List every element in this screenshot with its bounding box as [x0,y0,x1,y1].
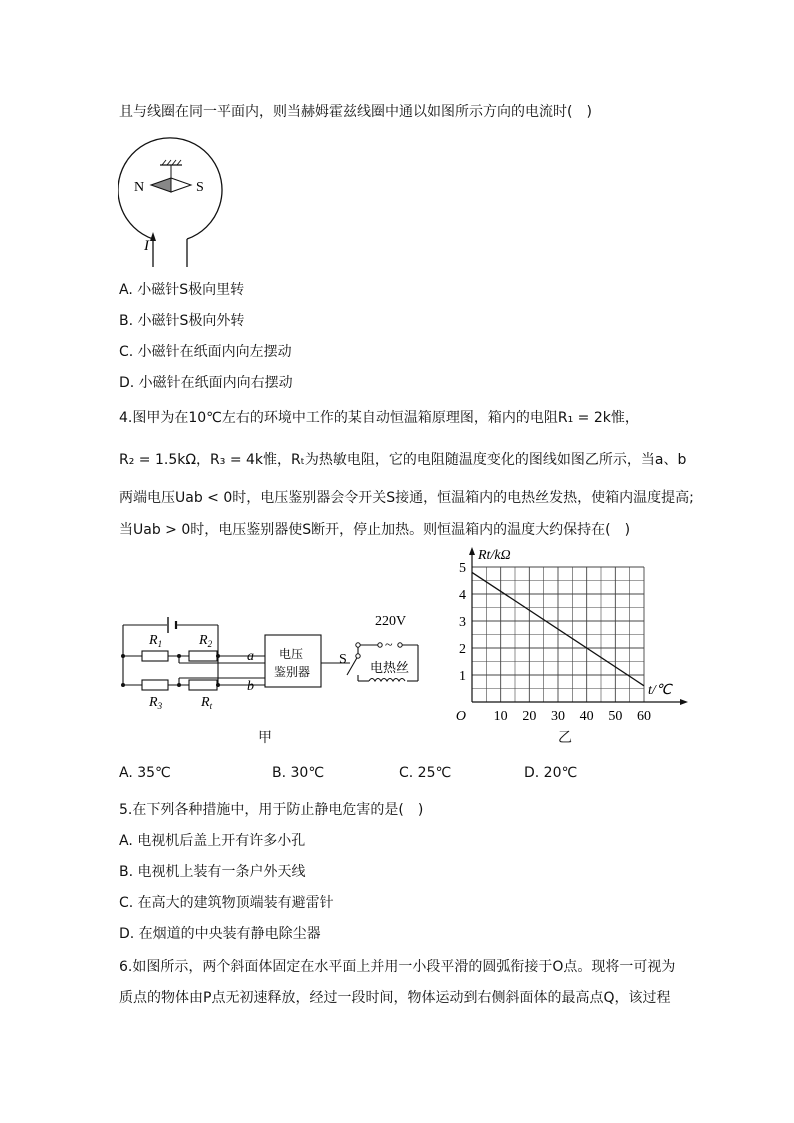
needle-south-half [171,178,191,192]
q5-option-d: D. 在烟道的中央装有静电除尘器 [119,926,321,942]
needle-north-half [151,178,171,192]
circuit-diagram [115,605,435,720]
resistor-r1 [142,651,168,661]
pole-n-label: N [134,180,145,195]
x-tick-label: 10 [493,709,508,724]
ac-symbol: ~ [385,638,393,653]
y-axis-arrow-icon [469,547,475,555]
x-tick-label: 40 [579,709,594,724]
q6-line-2: 质点的物体由P点无初速释放，经过一段时间，物体运动到右侧斜面体的最高点Q，该过程 [119,990,671,1006]
resistor-r3 [142,680,168,690]
q5-option-a: A. 电视机后盖上开有许多小孔 [119,833,306,849]
y-tick-label: 1 [459,669,466,684]
r2-label: $R_2$ [199,633,213,649]
node-b-label: b [247,679,254,694]
y-tick-label: 2 [459,642,466,657]
circuit-caption: 甲 [258,730,272,746]
q3-option-b: B. 小磁针S极向外转 [119,313,245,329]
y-axis-label: Rt/kΩ [478,548,511,563]
q4-option-c: C. 25℃ [399,765,452,781]
y-tick-label: 4 [459,588,466,603]
y-tick-label: 3 [459,615,466,630]
x-tick-label: 20 [522,709,537,724]
junction-dot [216,654,220,658]
q3-option-a: A. 小磁针S极向里转 [119,282,245,298]
r3-label: $R_3$ [149,695,163,711]
x-tick-label: 30 [551,709,565,724]
q4-option-d: D. 20℃ [524,765,578,781]
q4-line-1: 4.图甲为在10℃左右的环境中工作的某自动恒温箱原理图，箱内的电阻R₁ = 2k惟， [119,410,639,426]
q4-line-4: 当Uab > 0时，电压鉴别器使S断开，停止加热。则恒温箱内的温度大约保持在( ) [119,522,631,538]
q4-option-b: B. 30℃ [272,765,325,781]
q5-option-b: B. 电视机上装有一条户外天线 [119,864,306,880]
x-axis-arrow-icon [680,699,688,705]
x-axis-label: t/℃ [648,683,672,698]
q5-stem: 5.在下列各种措施中，用于防止静电危害的是( ) [119,802,424,818]
resistor-r2 [189,651,217,661]
junction-dot [216,683,220,687]
current-label: I [144,238,149,254]
junction-dot [121,683,125,687]
switch-terminal [356,654,360,658]
origin-label: O [455,709,466,724]
q4-line-3: 两端电压Uab < 0时，电压鉴别器会令开关S接通，恒温箱内的电热丝发热，使箱内温度提高; [119,490,694,506]
junction-dot [121,654,125,658]
y-tick-label: 5 [459,561,466,576]
resistor-rt [189,680,217,690]
q3-stem: 且与线圈在同一平面内，则当赫姆霍兹线圈中通以如图所示方向的电流时( ) [119,104,592,120]
voltage-label: 220V [375,614,407,629]
pole-s-label: S [196,180,204,195]
x-tick-label: 50 [608,709,623,724]
r1-label: $R_1$ [149,633,163,649]
switch-terminal [356,643,360,647]
ceiling-hatch [162,160,181,165]
junction-dot [177,683,181,687]
q3-option-c: C. 小磁针在纸面内向左摆动 [119,344,292,360]
q3-option-d: D. 小磁针在纸面内向右摆动 [119,375,293,391]
power-terminal [378,643,382,647]
rt-label: $R_t$ [201,695,213,711]
chart-caption: 乙 [558,730,572,746]
voltage-detector-box [265,635,321,687]
detector-label-2: 鉴别器 [274,665,311,679]
power-terminal [398,643,402,647]
q6-line-1: 6.如图所示，两个斜面体固定在水平面上并用一小段平滑的圆弧衔接于O点。现将一可视为 [119,959,676,975]
current-arrow-icon [150,232,156,241]
junction-dot [177,654,181,658]
helmholtz-coil-figure [118,135,238,270]
q5-option-c: C. 在高大的建筑物顶端装有避雷针 [119,895,334,911]
detector-label-1: 电压 [279,647,304,661]
q4-option-a: A. 35℃ [119,765,171,781]
node-a-label: a [247,649,254,664]
q4-line-2: R₂ = 1.5kΩ，R₃ = 4k惟，Rₜ为热敏电阻，它的电阻随温度变化的图线如图乙所示，当a、b [119,452,687,468]
heater-coil [369,679,405,682]
heater-label: 电热丝 [370,661,410,676]
switch-label: S [339,652,347,667]
x-tick-label: 60 [637,709,651,724]
resistance-temperature-chart [452,545,692,725]
